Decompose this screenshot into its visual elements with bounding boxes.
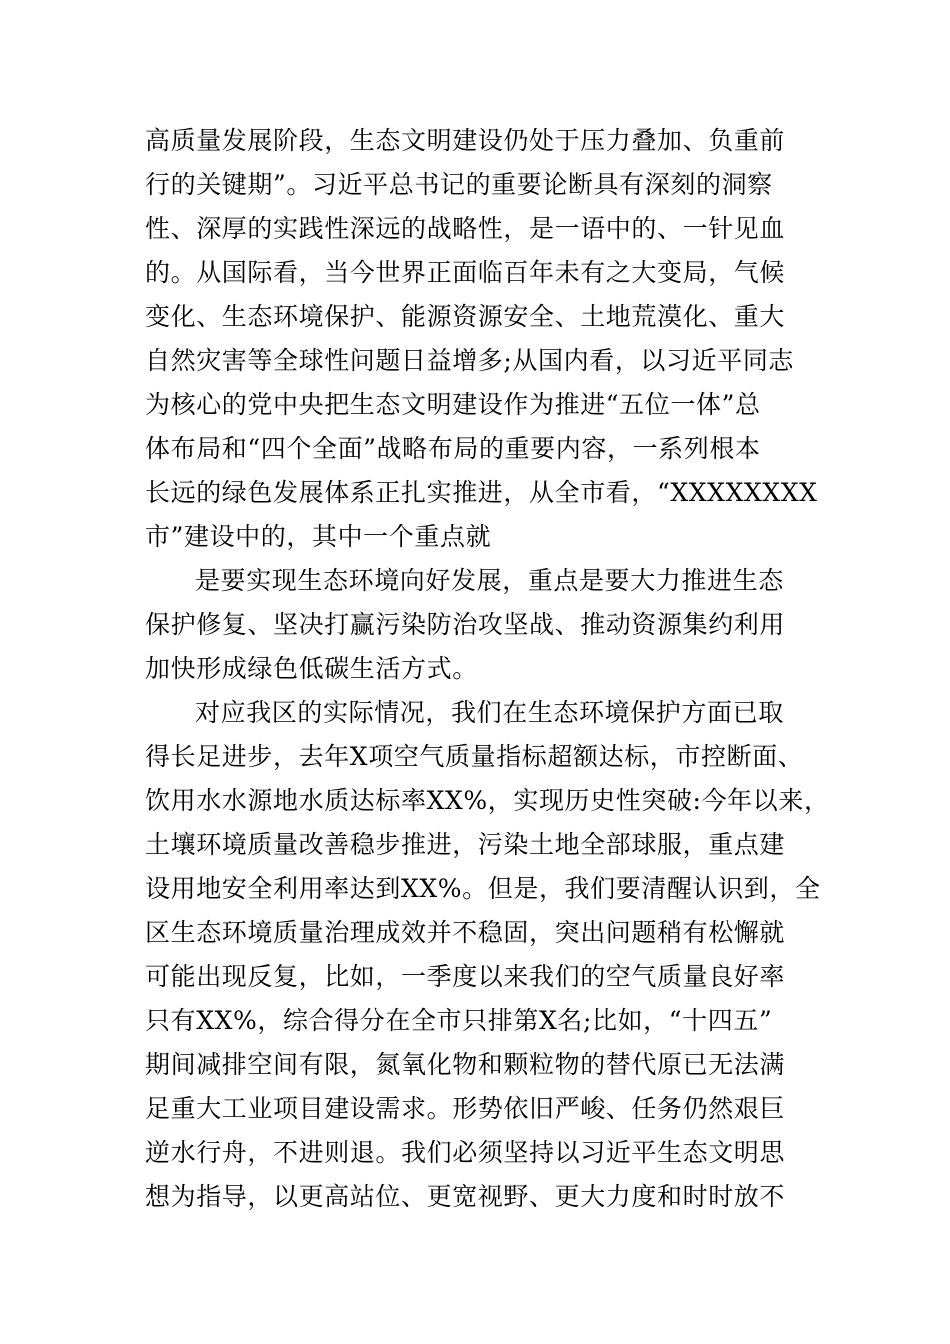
text-line: 饮用水水源地水质达标率XX%，实现历史性突破:今年以来， <box>145 786 830 815</box>
text-line: 加快形成绿色低碳生活方式。 <box>145 654 478 683</box>
paragraph-first-line: 对应我区的实际情况，我们在生态环境保护方面已取 <box>195 698 784 727</box>
text-line: 区生态环境质量治理成效并不稳固，突出问题稍有松懈就 <box>145 918 786 947</box>
text-line: 高质量发展阶段，生态文明建设仍处于压力叠加、负重前 <box>145 126 786 155</box>
text-line: 变化、生态环境保护、能源资源安全、土地荒漠化、重大 <box>145 302 786 331</box>
text-line: 长远的绿色发展体系正扎实推进，从全市看，“XXXXXXXX <box>145 478 818 507</box>
body-text <box>145 119 830 1219</box>
text-line: 行的关键期”。习近平总书记的重要论断具有深刻的洞察 <box>145 170 773 199</box>
text-line: 体布局和“四个全面”战略布局的重要内容，一系列根本 <box>145 434 761 463</box>
text-line: 性、深厚的实践性深远的战略性，是一语中的、一针见血 <box>145 214 786 243</box>
text-line: 市”建设中的，其中一个重点就 <box>145 522 492 551</box>
paragraph-first-line: 是要实现生态环境向好发展，重点是要大力推进生态 <box>195 566 784 595</box>
text-line: 自然灾害等全球性问题日益增多;从国内看，以习近平同志 <box>145 346 795 375</box>
text-line: 得长足进步，去年X项空气质量指标超额达标，市控断面、 <box>145 742 804 771</box>
text-line: 足重大工业项目建设需求。形势依旧严峻、任务仍然艰巨 <box>145 1094 786 1123</box>
text-line: 设用地安全利用率达到XX%。但是，我们要清醒认识到，全 <box>145 874 821 903</box>
text-line: 想为指导，以更高站位、更宽视野、更大力度和时时放不 <box>145 1182 786 1211</box>
text-line: 只有XX%，综合得分在全市只排第X名;比如，“十四五” <box>145 1006 773 1035</box>
text-line: 保护修复、坚决打赢污染防治攻坚战、推动资源集约利用 <box>145 610 786 639</box>
text-line: 的。从国际看，当今世界正面临百年未有之大变局，气候 <box>145 258 786 287</box>
text-line: 土壤环境质量改善稳步推进，污染土地全部球服，重点建 <box>145 830 786 859</box>
text-line: 逆水行舟，不进则退。我们必须坚持以习近平生态文明思 <box>145 1138 786 1167</box>
text-line: 期间减排空间有限，氮氧化物和颗粒物的替代原已无法满 <box>145 1050 786 1079</box>
text-line: 为核心的党中央把生态文明建设作为推进“五位一体”总 <box>145 390 761 419</box>
text-line: 可能出现反复，比如，一季度以来我们的空气质量良好率 <box>145 962 786 991</box>
